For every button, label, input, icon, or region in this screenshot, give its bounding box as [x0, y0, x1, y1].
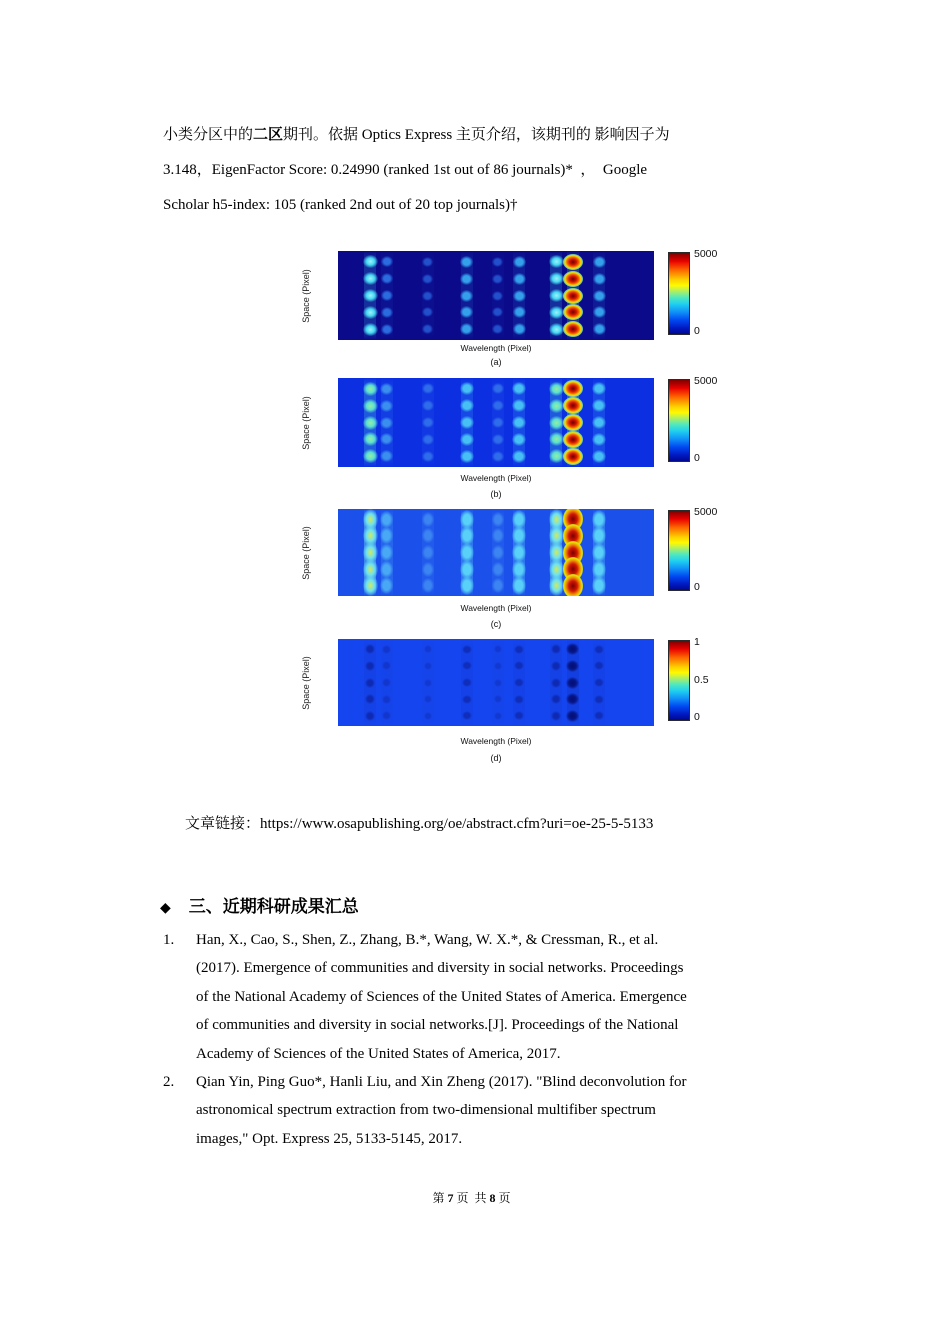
spectrum-spot [592, 450, 606, 463]
spectrum-spot [492, 257, 503, 267]
reference-line: of the National Academy of Sciences of the United States of America. Emergence [196, 988, 687, 1005]
spectrum-spot [549, 289, 564, 302]
colorbar-d [668, 640, 690, 721]
spectrum-spot [592, 399, 606, 412]
spectrum-spot [424, 712, 432, 720]
spectrum-spot [462, 695, 472, 704]
y-axis-label-d: Space (Pixel) [301, 655, 311, 710]
spectrum-spot [492, 512, 504, 527]
spectrum-spot [460, 290, 473, 302]
panel-label-d: (d) [490, 753, 502, 763]
spectrum-spot [592, 433, 606, 446]
spectrum-spot [563, 321, 583, 337]
spectrum-spot [363, 289, 378, 302]
colorbar-tick-a: 5000 [694, 248, 718, 260]
spectrum-spot [566, 677, 579, 689]
x-axis-label-d: Wavelength (Pixel) [460, 736, 532, 746]
spectrum-spot [513, 273, 526, 285]
reference-line: Han, X., Cao, S., Shen, Z., Zhang, B.*, Wang, W. X.*, & Cressman, R., et al. [196, 932, 659, 948]
heatmap-panel-b [338, 378, 654, 467]
panel-label-b: (b) [490, 489, 502, 499]
spectrum-spot [594, 678, 604, 687]
spectrum-spot [514, 678, 524, 687]
colorbar-tick-d: 1 [694, 636, 700, 648]
spectrum-spot [549, 255, 564, 268]
colorbar-tick-d: 0.5 [694, 673, 709, 686]
spectrum-spot [594, 645, 604, 654]
colorbar-a [668, 252, 690, 335]
spectrum-spot [549, 416, 564, 430]
reference-line: astronomical spectrum extraction from two-dimensional multifiber spectrum [196, 1102, 656, 1119]
spectrum-spot [563, 574, 583, 596]
spectrum-spot [563, 431, 583, 448]
spectrum-spot [512, 416, 526, 429]
spectrum-spot [549, 575, 564, 596]
footer-text: 页 共 [453, 1191, 490, 1205]
spectrum-spot [494, 712, 502, 720]
spectrum-spot [563, 271, 583, 287]
heatmap-panel-c [338, 509, 654, 596]
spectrum-spot [422, 434, 434, 445]
spectrum-spot [363, 575, 378, 596]
reference-body [196, 926, 831, 1068]
x-axis-label-a: Wavelength (Pixel) [460, 343, 532, 353]
spectrum-spot [363, 449, 378, 463]
spectrum-spot [514, 645, 524, 654]
spectrum-spot [563, 414, 583, 431]
spectrum-spot [365, 711, 375, 721]
spectrum-spot [594, 711, 604, 720]
reference-line: Qian Yin, Ping Guo*, Hanli Liu, and Xin Zheng (2017). "Blind deconvolution for [196, 1074, 687, 1091]
spectrum-spot [492, 562, 504, 577]
spectrum-spot [460, 433, 474, 446]
intro-line-3: Scholar h5-index: 105 (ranked 2nd out of 20 top journals)† [163, 197, 518, 213]
spectrum-spot [593, 290, 606, 302]
spectrum-spot [592, 576, 606, 595]
intro-line1-bold: 二区 [253, 127, 284, 143]
spectrum-spot [551, 711, 561, 721]
spectrum-spot [513, 323, 526, 335]
spectrum-spot [494, 695, 502, 703]
spectrum-spot [424, 695, 432, 703]
spectrum-spot [551, 678, 561, 688]
spectrum-spot [593, 306, 606, 318]
reference-line: (2017). Emergence of communities and diversity in social networks. Proceedings [196, 960, 684, 977]
spectrum-spot [549, 306, 564, 319]
spectrum-spot [593, 273, 606, 285]
spectrum-spot [363, 416, 378, 430]
y-axis-label-a: Space (Pixel) [301, 268, 311, 323]
spectrum-spot [549, 323, 564, 336]
colorbar-tick-b: 5000 [694, 375, 718, 387]
spectrum-spot [492, 417, 504, 428]
spectrum-spot [563, 397, 583, 414]
spectrum-spot [563, 304, 583, 320]
reference-number: 2. [163, 1074, 175, 1091]
article-link-url[interactable]: https://www.osapublishing.org/oe/abstract.cfm?uri=oe-25-5-5133 [260, 816, 654, 832]
section-heading [160, 892, 359, 917]
page-footer [0, 1189, 943, 1206]
spectrum-spot [460, 273, 473, 285]
spectrum-spot [363, 306, 378, 319]
footer-text: 第 [432, 1191, 448, 1205]
colorbar-tick-c: 0 [694, 581, 700, 593]
panel-label-c: (c) [490, 619, 502, 629]
spectrum-spot [381, 290, 393, 301]
spectrum-spot [460, 576, 474, 595]
reference-item [163, 1068, 831, 1153]
spectrum-spot [462, 711, 472, 720]
spectrum-spot [492, 545, 504, 560]
spectrum-spot [513, 256, 526, 268]
spectrum-spot [381, 324, 393, 335]
spectrum-spot [512, 576, 526, 595]
spectrum-spot [424, 679, 432, 687]
reference-body [196, 1068, 831, 1153]
spectrum-spot [422, 578, 434, 593]
section-heading-text: 三、近期科研成果汇总 [188, 897, 359, 916]
reference-line: of communities and diversity in social networks.[J]. Proceedings of the National [196, 1017, 679, 1034]
spectrum-spot [492, 383, 504, 394]
spectrum-spot [462, 678, 472, 687]
spectrum-spot [422, 257, 433, 267]
spectrum-spot [492, 451, 504, 462]
colorbar-tick-c: 5000 [694, 506, 718, 518]
spectrum-spot [363, 255, 378, 268]
spectrum-spot [422, 291, 433, 301]
spectrum-spot [363, 399, 378, 413]
spectrum-spot [566, 710, 579, 722]
spectrum-spot [494, 679, 502, 687]
colorbar-tick-d: 0 [694, 711, 700, 723]
spectrum-spot [422, 383, 434, 394]
panel-label-a: (a) [490, 357, 502, 367]
article-link-line [185, 812, 653, 833]
spectrum-spot [460, 382, 474, 395]
spectrum-spot [549, 272, 564, 285]
reference-item [163, 926, 831, 1068]
intro-line1-pre: 小类分区中的 [163, 127, 254, 143]
spectrum-spot [512, 433, 526, 446]
spectrum-spot [381, 307, 393, 318]
spectrum-spot [593, 323, 606, 335]
spectrum-spot [424, 662, 432, 670]
reference-line: images," Opt. Express 25, 5133-5145, 2017. [196, 1130, 463, 1147]
spectrum-spot [422, 451, 434, 462]
spectrum-spot [363, 382, 378, 396]
spectrum-spot [422, 417, 434, 428]
spectrum-spot [422, 274, 433, 284]
spectrum-spot [512, 450, 526, 463]
spectrum-spot [563, 288, 583, 304]
spectrum-spot [460, 416, 474, 429]
colorbar-b [668, 379, 690, 462]
spectrum-spot [460, 450, 474, 463]
footer-text: 页 [495, 1191, 511, 1205]
spectrum-spot [594, 695, 604, 704]
x-axis-label-b: Wavelength (Pixel) [460, 473, 532, 483]
heatmap-panel-a [338, 251, 654, 340]
footer-total-pages: 8 [489, 1191, 496, 1205]
spectrum-spot [549, 382, 564, 396]
spectrum-spot [492, 291, 503, 301]
spectrum-spot [422, 400, 434, 411]
spectrum-spot [492, 434, 504, 445]
spectrum-spot [563, 380, 583, 397]
article-link-label: 文章链接： [185, 816, 261, 832]
spectrum-spot [514, 695, 524, 704]
spectrum-spot [492, 400, 504, 411]
spectrum-spot [492, 274, 503, 284]
spectrum-spot [592, 416, 606, 429]
intro-line1-post: 期刊。依据 Optics Express 主页介绍，该期刊的 影响因子为 [283, 127, 670, 143]
references [163, 926, 831, 1153]
reference-line: Academy of Sciences of the United States of America, 2017. [196, 1045, 561, 1062]
spectrum-spot [462, 645, 472, 654]
spectrum-spot [422, 562, 434, 577]
spectrum-spot [422, 512, 434, 527]
y-axis-label-b: Space (Pixel) [301, 395, 311, 450]
spectrum-spot [460, 399, 474, 412]
spectrum-spot [549, 399, 564, 413]
colorbar-c [668, 510, 690, 591]
y-axis-label-c: Space (Pixel) [301, 525, 311, 580]
diamond-bullet-icon: ◆ [160, 901, 171, 916]
spectrum-spot [365, 678, 375, 688]
spectrum-spot [563, 254, 583, 270]
spectrum-spot [513, 306, 526, 318]
colorbar-tick-b: 0 [694, 452, 700, 464]
spectrum-spot [460, 256, 473, 268]
footer-page-number: 7 [447, 1191, 454, 1205]
spectrum-spot [363, 323, 378, 336]
x-axis-label-c: Wavelength (Pixel) [460, 603, 532, 613]
spectrum-spot [492, 578, 504, 593]
spectrum-spot [563, 448, 583, 465]
heatmap-panel-d [338, 639, 654, 726]
intro-line-2: 3.148，EigenFactor Score: 0.24990 (ranked 1st out of 86 journals)* ， Google [163, 162, 648, 178]
spectrum-spot [593, 256, 606, 268]
spectrum-spot [380, 400, 393, 412]
spectrum-spot [363, 272, 378, 285]
spectrum-spot [380, 417, 393, 429]
reference-number: 1. [163, 932, 175, 948]
colorbar-tick-a: 0 [694, 325, 700, 337]
spectrum-spot [422, 545, 434, 560]
spectrum-spot [382, 695, 391, 704]
spectrum-spot [494, 662, 502, 670]
spectrum-spot [381, 273, 393, 284]
spectrum-spot [513, 290, 526, 302]
